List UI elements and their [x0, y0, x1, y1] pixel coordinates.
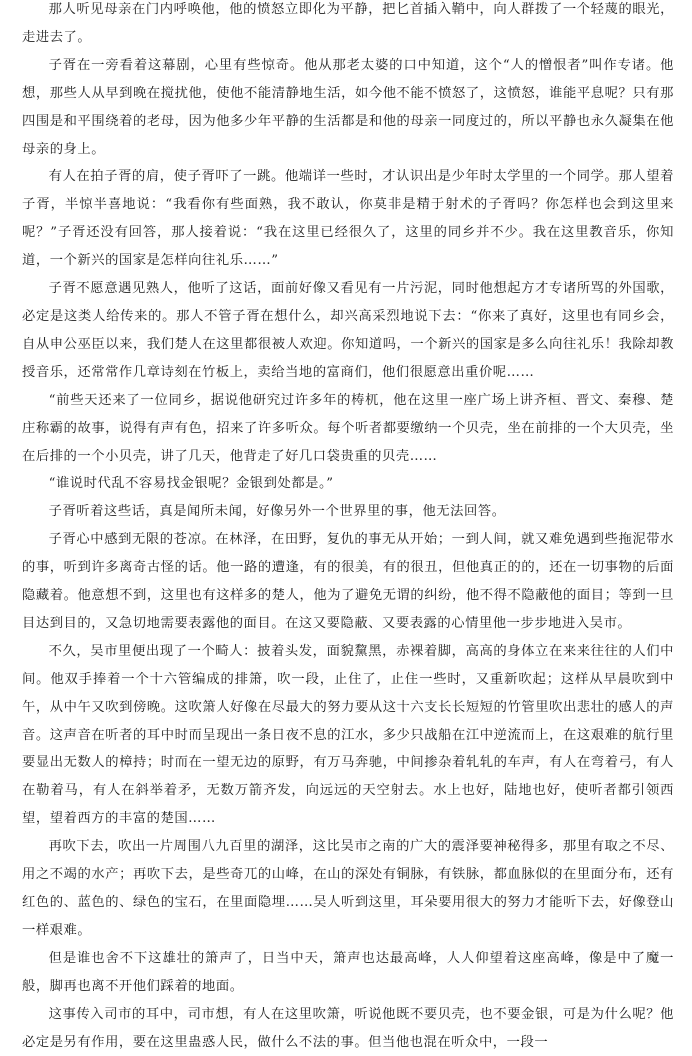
paragraph-10: 再吹下去，吹出一片周围八九百里的湖泽，这比吴市之南的广大的震泽要神秘得多，那里有取之不尽、用之不竭的水产；再吹下去，是些奇兀的山峰，在山的深处有铜脉，有铁脉，都血脉似的在里面分布，还有红色的、蓝色的、绿色的宝石，在里面隐埋……吴人听到这里，耳朵要用很大的努力才能听下去，好像登山一样艰难。	[22, 839, 674, 938]
paragraph-2: 子胥在一旁看着这幕剧，心里有些惊奇。他从那老太婆的口中知道，这个“人的憎恨者”叫作专诸。他想，那些人从早到晚在搅扰他，使他不能清静地生活，如今他不能不愤怒了，这愤怒，谁能平息呢？只有那四围是和平围绕着的老母，因为他多少年平静的生活都是和他的母亲一同度过的，所以平静也永久凝集在他母亲的身上。	[22, 57, 674, 157]
paragraph-9: 不久，吴市里便出现了一个畸人：披着头发，面貌黧黑，赤裸着脚，高高的身体立在来来往往的人们中间。他双手捧着一个十六管编成的排箫，吹一段，止住了，止住一些时，又重新吹起；这样从早晨吹到中午，从中午又吹到傍晚。这吹箫人好像在尽最大的努力要从这十六支长长短短的竹管里吹出悲壮的感人的声音。这声音在听者的耳中时而呈现出一条日夜不息的江水，多少只战船在江中逆流而上，在这艰难的航行里要显出无数人的樟持；时而在一望无边的原野，有万马奔驰，中间掺杂着轧轧的车声，有人在弯着弓，有人在勒着马，有人在斜举着矛，无数万箭齐发，向远远的天空射去。水上也好，陆地也好，使听者都引领西望，望着西方的丰富的楚国……	[22, 643, 674, 827]
paragraph-1: 那人听见母亲在门内呼唤他，他的愤怒立即化为平静，把匕首插入鞘中，向人群拨了一个轻蔑的眼光，走进去了。	[22, 2, 674, 45]
paragraph-12: 这事传入司市的耳中，司市想，有人在这里吹箫，听说他既不要贝壳，也不要金银，可是为什么呢？他必定是另有作用，要在这里蛊惑人民，做什么不法的事。但当他也混在听众中，一段一	[22, 1006, 674, 1050]
paragraph-6: “谁说时代乱不容易找金银呢？金银到处都是。”	[48, 476, 334, 492]
paragraph-4: 子胥不愿意遇见熟人，他听了这话，面前好像又看见有一片污泥，同时他想起方才专诸所骂的外国歌，必定是这类人给传来的。那人不管子胥在想什么，却兴高采烈地说下去：“你来了真好，这里也有同乡会，自从申公巫臣以来，我们楚人在这里都很被人欢迎。你知道吗，一个新兴的国家是多么向往礼乐！我除却教授音乐，还常常作几章诗刻在竹板上，卖给当地的富商们，他们很愿意出重价呢……	[22, 281, 674, 380]
paragraph-7: 子胥听着这些话，真是闻所未闻，好像另外一个世界里的事，他无法回答。	[48, 504, 506, 520]
paragraph-8: 子胥心中感到无限的苍凉。在林泽，在田野，复仇的事无从开始；一到人间，就又难免遇到些拖泥带水的事，听到许多离奇古怪的话。他一路的遭逢，有的很美，有的很丑，但他真正的的，还在一切事物的后面隐藏着。他意想不到，这里也有这样多的楚人，他为了避免无谓的纠纷，他不得不隐蔽他的面目；等到一旦目达到目的，又急切地需要表露他的面目。在这又要隐蔽、又要表露的心情里他一步步地进入吴市。	[22, 532, 674, 631]
paragraph-3: 有人在拍子胥的肩，使子胥吓了一跳。他端详一些时，才认识出是少年时太学里的一个同学。那人望着子胥，半惊半喜地说：“我看你有些面熟，我不敢认，你莫非是精于射术的子胥吗？你怎样也会到这里来呢？”子胥还没有回答，那人接着说：“我在这里已经很久了，这里的同乡并不少。我在这里教音乐，你知道，一个新兴的国家是怎样向往礼乐……”	[22, 169, 674, 269]
paragraph-11: 但是谁也舍不下这雄壮的箫声了，日当中天，箫声也达最高峰，人人仰望着这座高峰，像是中了魔一般，脚再也离不开他们踩着的地面。	[22, 950, 674, 994]
paragraph-5: “前些天还来了一位同乡，据说他研究过许多年的梼杌，他在这里一座广场上讲齐桓、晋文、秦穆、楚庄称霸的故事，说得有声有色，招来了许多听众。每个听者都要缴纳一个贝壳，坐在前排的一个大贝壳，坐在后排的一个小贝壳，讲了几天，他背走了好几口袋贵重的贝壳……	[22, 392, 674, 464]
